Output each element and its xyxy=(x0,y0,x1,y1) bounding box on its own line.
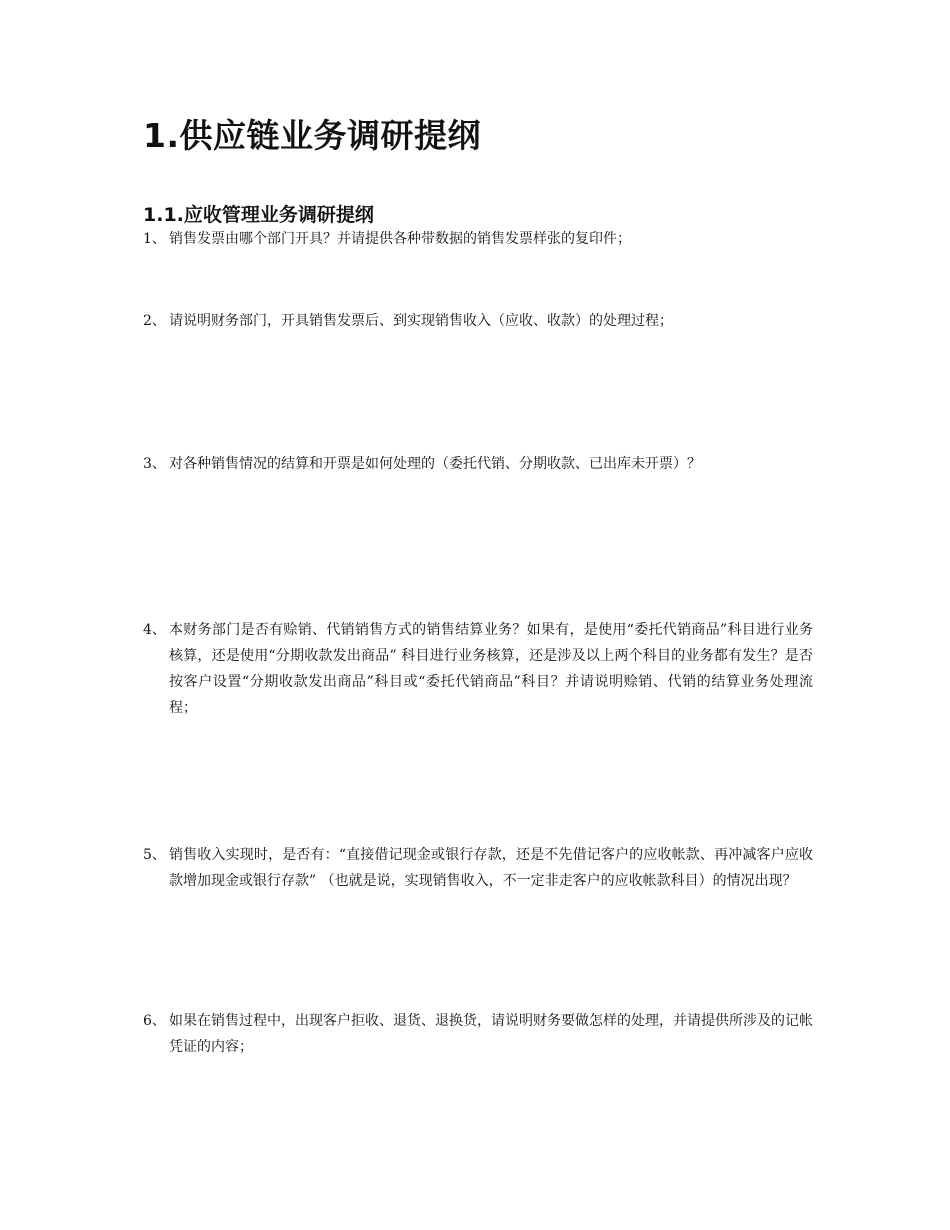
question-number: 5、 xyxy=(143,847,166,863)
question-text: 对各种销售情况的结算和开票是如何处理的（委托代销、分期收款、已出库未开票）？ xyxy=(169,456,701,472)
question-item xyxy=(143,226,813,252)
question-text: 请说明财务部门，开具销售发票后、到实现销售收入（应收、收款）的处理过程； xyxy=(169,313,673,329)
question-number: 3、 xyxy=(143,456,166,472)
question-item xyxy=(143,617,813,721)
question-item xyxy=(143,1008,813,1060)
question-text: 本财务部门是否有赊销、代销销售方式的销售结算业务？如果有，是使用“委托代销商品”科目进行业务核算，还是使用“分期收款发出商品” 科目进行业务核算，还是涉及以上两个科目的业务都有发生？是否按客户设置“分期收款发出商品”科目或“委托代销商品”科目？并请说明赊销、代销的结算业务处理流程； xyxy=(169,622,813,716)
question-number: 2、 xyxy=(143,313,166,329)
question-text: 销售发票由哪个部门开具？并请提供各种带数据的销售发票样张的复印件； xyxy=(169,231,631,247)
question-number: 4、 xyxy=(143,622,166,638)
question-text: 销售收入实现时，是否有：“直接借记现金或银行存款，还是不先借记客户的应收帐款、再冲减客户应收款增加现金或银行存款” （也就是说，实现销售收入，不一定非走客户的应收帐款科目）的情况出现？ xyxy=(169,847,813,889)
question-item xyxy=(143,308,813,334)
section-heading: 1.1.应收管理业务调研提纲 xyxy=(143,204,374,226)
question-number: 1、 xyxy=(143,231,166,247)
document-title: 1.供应链业务调研提纲 xyxy=(143,116,481,155)
question-item xyxy=(143,842,813,894)
question-number: 6、 xyxy=(143,1013,166,1029)
question-text: 如果在销售过程中，出现客户拒收、退货、退换货，请说明财务要做怎样的处理，并请提供所涉及的记帐凭证的内容； xyxy=(169,1013,813,1055)
question-item xyxy=(143,451,813,477)
